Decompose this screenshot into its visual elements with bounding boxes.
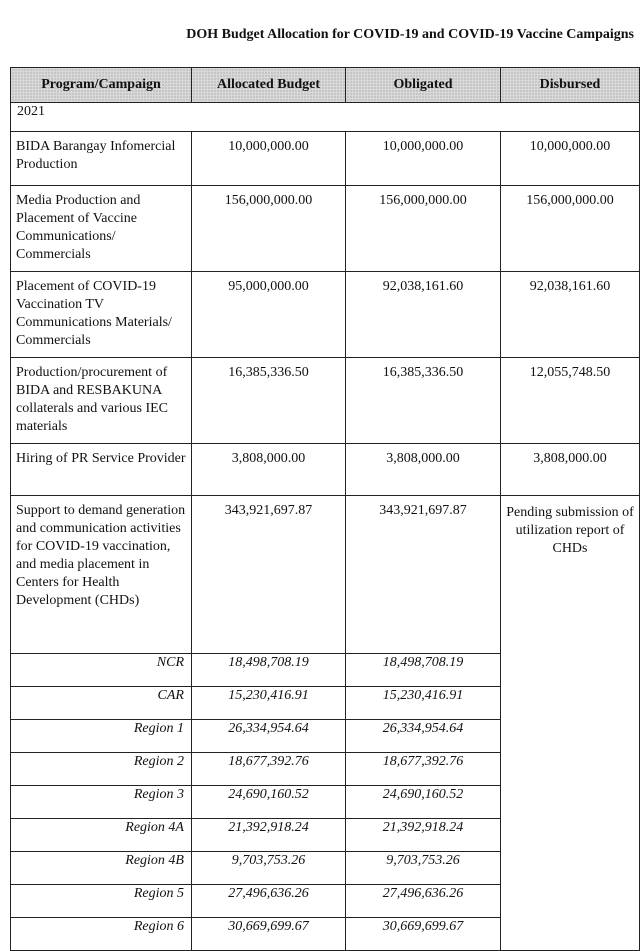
region-allocated: 9,703,753.26 [192,852,346,885]
allocated-cell: 10,000,000.00 [192,132,346,186]
obligated-cell: 10,000,000.00 [346,132,501,186]
table-row [11,444,640,496]
region-allocated: 21,392,918.24 [192,819,346,852]
header-allocated: Allocated Budget [192,68,346,103]
support-program-cell: Support to demand generation and communication activities for COVID-19 vaccination, and media placement in Centers for Health Development (CHDs) [11,496,192,654]
region-name: NCR [11,654,192,687]
region-obligated: 30,669,699.67 [346,918,501,951]
region-name: Region 2 [11,753,192,786]
table-row [11,272,640,358]
pending-note: Pending submission of utilization report of CHDs [501,496,640,951]
header-disbursed: Disbursed [501,68,640,103]
disbursed-cell: 156,000,000.00 [501,186,640,272]
region-obligated: 26,334,954.64 [346,720,501,753]
program-cell: Production/procurement of BIDA and RESBAKUNA collaterals and various IEC materials [11,358,192,444]
region-allocated: 24,690,160.52 [192,786,346,819]
disbursed-cell: 10,000,000.00 [501,132,640,186]
program-cell: Media Production and Placement of Vaccine Communications/ Commercials [11,186,192,272]
region-obligated: 18,677,392.76 [346,753,501,786]
program-cell: BIDA Barangay Infomercial Production [11,132,192,186]
region-allocated: 30,669,699.67 [192,918,346,951]
program-cell: Placement of COVID-19 Vaccination TV Communications Materials/ Commercials [11,272,192,358]
allocated-cell: 3,808,000.00 [192,444,346,496]
program-cell: Hiring of PR Service Provider [11,444,192,496]
region-obligated: 24,690,160.52 [346,786,501,819]
region-obligated: 27,496,636.26 [346,885,501,918]
allocated-cell: 156,000,000.00 [192,186,346,272]
table-row [11,132,640,186]
support-allocated-cell: 343,921,697.87 [192,496,346,654]
allocated-cell: 95,000,000.00 [192,272,346,358]
region-name: Region 4A [11,819,192,852]
table-row [11,186,640,272]
year-label: 2021 [11,103,640,132]
region-name: Region 1 [11,720,192,753]
header-row [11,68,640,103]
region-allocated: 18,677,392.76 [192,753,346,786]
region-name: Region 6 [11,918,192,951]
disbursed-cell: 3,808,000.00 [501,444,640,496]
region-obligated: 9,703,753.26 [346,852,501,885]
region-allocated: 15,230,416.91 [192,687,346,720]
obligated-cell: 156,000,000.00 [346,186,501,272]
support-row [11,496,640,654]
obligated-cell: 3,808,000.00 [346,444,501,496]
page-title: DOH Budget Allocation for COVID-19 and COVID-19 Vaccine Campaigns [186,27,634,42]
region-allocated: 18,498,708.19 [192,654,346,687]
region-allocated: 26,334,954.64 [192,720,346,753]
header-obligated: Obligated [346,68,501,103]
allocated-cell: 16,385,336.50 [192,358,346,444]
region-obligated: 21,392,918.24 [346,819,501,852]
table-row [11,358,640,444]
region-obligated: 15,230,416.91 [346,687,501,720]
obligated-cell: 92,038,161.60 [346,272,501,358]
header-program: Program/Campaign [11,68,192,103]
region-name: CAR [11,687,192,720]
region-allocated: 27,496,636.26 [192,885,346,918]
obligated-cell: 16,385,336.50 [346,358,501,444]
region-obligated: 18,498,708.19 [346,654,501,687]
disbursed-cell: 92,038,161.60 [501,272,640,358]
disbursed-cell: 12,055,748.50 [501,358,640,444]
region-name: Region 5 [11,885,192,918]
support-obligated-cell: 343,921,697.87 [346,496,501,654]
region-name: Region 4B [11,852,192,885]
budget-table [10,67,640,951]
year-row [11,103,640,132]
region-name: Region 3 [11,786,192,819]
